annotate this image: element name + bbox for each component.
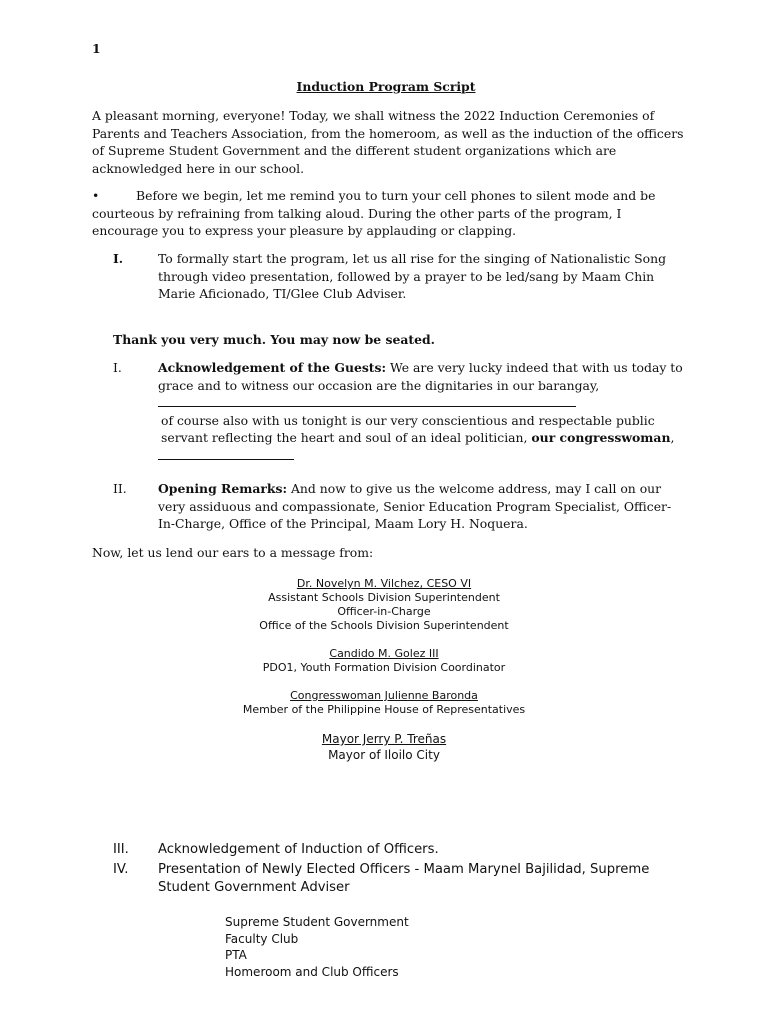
speaker-name: Dr. Novelyn M. Vilchez, CESO VI	[296, 577, 472, 590]
speaker-title-line: Member of the Philippine House of Representatives	[242, 703, 526, 716]
ack-guests-comma: ,	[670, 430, 675, 445]
lend-ears-line: Now, let us lend our ears to a message from:	[92, 545, 374, 560]
ack-guests-text-2: of course also with us tonight is our very conscientious and respectable public servant reflecting the heart and soul of an ideal politician,	[161, 412, 655, 445]
officer-groups-list	[225, 914, 409, 980]
thank-you-line: Thank you very much. You may now be seated.	[113, 332, 435, 347]
opening-marker: II.	[113, 481, 127, 496]
speaker-name: Congresswoman Julienne Baronda	[290, 689, 478, 702]
speaker-title-line: Officer-in-Charge	[337, 605, 431, 618]
item-4-line-2: Student Government Adviser	[158, 880, 350, 895]
speaker-title-line: Mayor of Iloilo City	[328, 748, 440, 762]
speaker-title-line: PDO1, Youth Formation Division Coordinator	[262, 661, 506, 674]
ack-guests-label: Acknowledgement of the Guests:	[158, 360, 387, 375]
group-item: PTA	[225, 948, 247, 962]
ack-guests-marker: I.	[113, 360, 122, 375]
group-item: Supreme Student Government	[225, 915, 409, 929]
intro-paragraph: A pleasant morning, everyone! Today, we shall witness the 2022 Induction Ceremonies of Parents and Teachers Association, from the homeroom, as well as the induction of the officers of Supreme Student Government and the different student organizations which are acknowledged here in our school.	[92, 108, 684, 176]
item-1-marker: I.	[113, 251, 124, 266]
speaker-name: Candido M. Golez III	[329, 647, 439, 660]
item-4-marker: IV.	[113, 862, 129, 877]
group-item: Homeroom and Club Officers	[225, 964, 399, 979]
congresswoman-blank-line	[158, 448, 294, 460]
speaker-title-line: Office of the Schools Division Superintendent	[259, 619, 509, 632]
reminder-bullet	[92, 187, 690, 240]
speaker-title-line: Assistant Schools Division Superintendent	[268, 591, 500, 604]
speaker-name: Mayor Jerry P. Treñas	[321, 732, 447, 746]
page-number: 1	[92, 41, 101, 56]
bullet-marker: •	[92, 188, 100, 203]
item-4-text	[158, 861, 649, 897]
opening-remarks	[158, 480, 684, 533]
speaker-baronda	[0, 689, 768, 717]
item-4-line-1: Presentation of Newly Elected Officers - Maam Marynel Bajilidad, Supreme	[158, 862, 650, 877]
document-title: Induction Program Script	[296, 79, 476, 94]
opening-text: And now to give us the welcome address, may I call on our very assiduous and compassionate, Senior Education Program Specialist, Officer-In-Charge, Office of the Principal, Maam Lory H. Noquera.	[158, 481, 672, 531]
ack-guests-text-1: We are very lucky indeed that with us today to grace and to witness our occasion are the dignitaries in our barangay,	[158, 360, 683, 393]
item-1-text: To formally start the program, let us all rise for the singing of Nationalistic Song through video presentation, followed by a prayer to be led/sang by Maam Chin Marie Aficionado, TI/Glee Club Adviser.	[158, 251, 667, 301]
bullet-text: Before we begin, let me remind you to turn your cell phones to silent mode and be courteous by refraining from talking aloud. During the other parts of the program, I encourage you to express your pleasure by applauding or clapping.	[92, 188, 656, 238]
speaker-trenas	[0, 731, 768, 763]
congresswoman-label: our congresswoman	[531, 430, 671, 445]
speaker-vilchez	[0, 577, 768, 633]
speaker-golez	[0, 647, 768, 675]
group-item: Faculty Club	[225, 931, 299, 946]
ack-guests-block	[158, 359, 686, 464]
item-3-text: Acknowledgement of Induction of Officers.	[158, 842, 439, 857]
barangay-blank-line	[158, 395, 576, 407]
item-3-marker: III.	[113, 842, 129, 857]
opening-label: Opening Remarks:	[158, 481, 288, 496]
